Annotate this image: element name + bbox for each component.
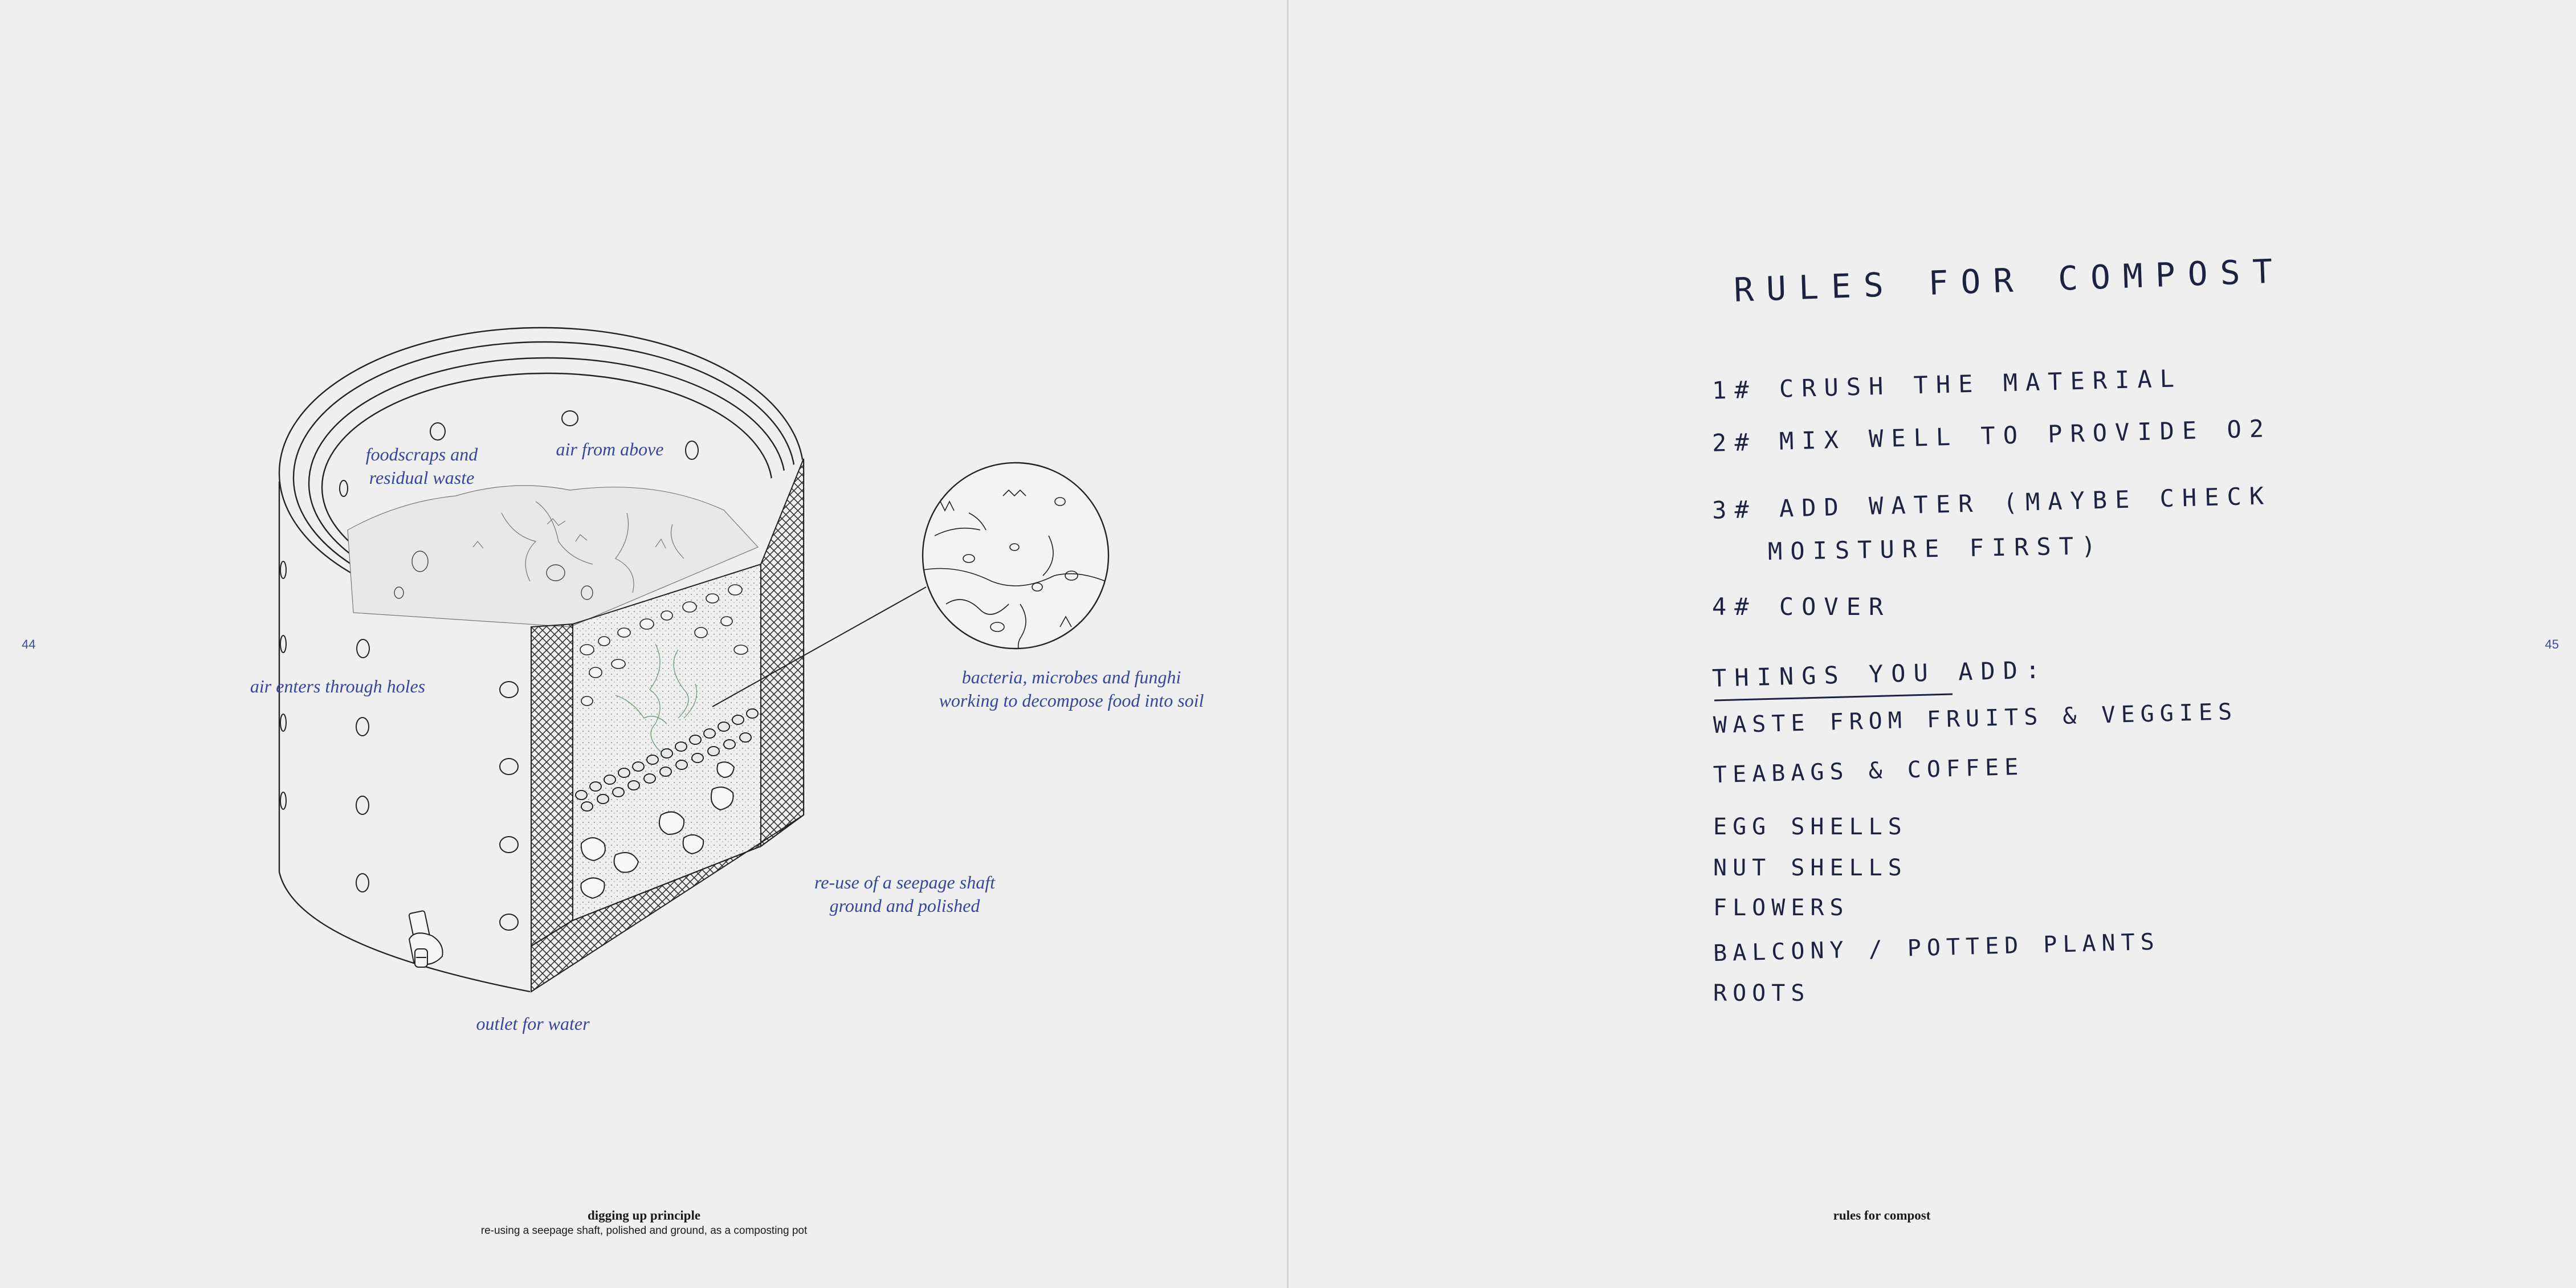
right-page [1289, 0, 2576, 1288]
things-heading-underline [1714, 694, 1953, 702]
thing-item: TEABAGS & COFFEE [1713, 753, 2024, 789]
annotation-outlet-for-water: outlet for water [476, 1013, 590, 1034]
left-caption [399, 1208, 889, 1238]
caption-title: rules for compost [1833, 1208, 1931, 1222]
things-heading: THINGS YOU ADD: [1711, 655, 2048, 692]
thing-item: WASTE FROM FRUITS & VEGGIES [1713, 698, 2238, 739]
page-number: 44 [22, 637, 36, 651]
page-number: 45 [2545, 637, 2559, 651]
caption-subtitle: re-using a seepage shaft, polished and ground, as a composting pot [480, 1225, 808, 1237]
annotation-air-through-holes: air enters through holes [250, 676, 426, 696]
thing-item: FLOWERS [1713, 895, 1849, 921]
right-caption [1677, 1208, 2087, 1224]
compost-pot-illustration [0, 0, 1287, 1288]
rule-item: 3# ADD WATER (MAYBE CHECK [1711, 482, 2272, 524]
thing-item: EGG SHELLS [1713, 814, 1907, 840]
left-page [0, 0, 1287, 1288]
rule-item: 2# MIX WELL TO PROVIDE O2 [1711, 414, 2272, 457]
thing-item: BALCONY / POTTED PLANTS [1713, 928, 2161, 967]
annotation-air-from-above: air from above [556, 439, 664, 459]
rule-item-continued: MOISTURE FIRST) [1767, 531, 2104, 566]
annotation-foodscraps: foodscraps and residual waste [365, 444, 478, 488]
book-gutter [1287, 0, 1289, 1288]
caption-title: digging up principle [587, 1208, 701, 1222]
rule-item: 1# CRUSH THE MATERIAL [1711, 364, 2183, 405]
annotation-bacteria: bacteria, microbes and funghi working to decompose food into soil [939, 667, 1204, 711]
notes-title: RULES FOR COMPOST [1733, 251, 2286, 309]
rule-item: 4# COVER [1712, 593, 1892, 621]
annotation-seepage-shaft: re-use of a seepage shaft ground and polished [814, 872, 995, 916]
thing-item: NUT SHELLS [1713, 855, 1907, 881]
thing-item: ROOTS [1713, 980, 1811, 1006]
